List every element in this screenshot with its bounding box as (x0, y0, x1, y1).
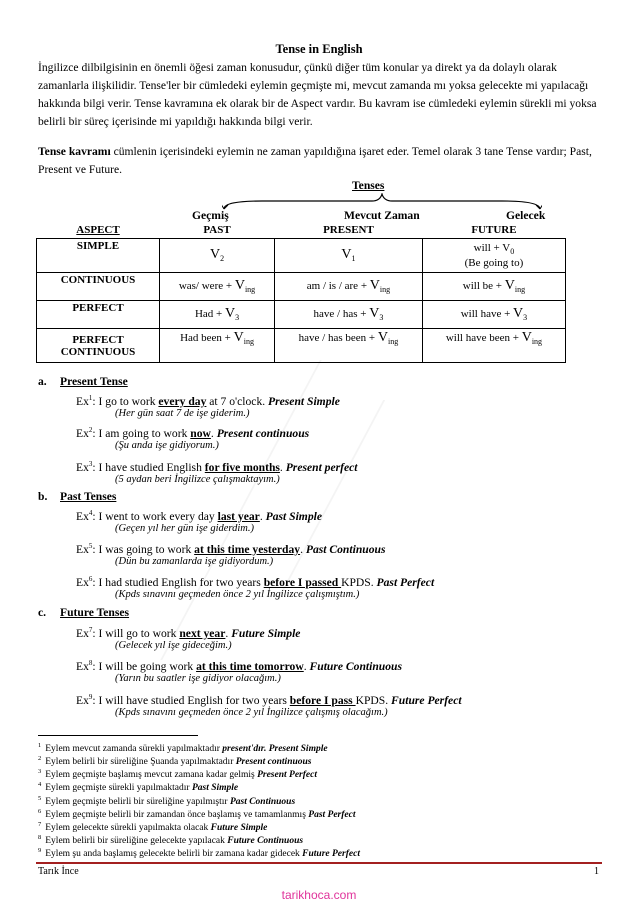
translation-2: (Şu anda işe gidiyorum.) (115, 440, 219, 451)
footnote-2: $^2$ Eylem belirli bir süreliğine Şuanda yapılmaktadır Present continuous (38, 755, 312, 768)
footnote-1: $^1$ Eylem mevcut zamanda sürekli yapılmaktadır present'dır. Present Simple (38, 742, 328, 755)
translation-7: (Gelecek yıl işe gideceğim.) (115, 640, 232, 651)
cell-simple-past: $V_2$ (160, 239, 275, 273)
footnote-separator (38, 735, 198, 736)
cell-simple-future: will + $V_0$ (Be going to) (422, 239, 565, 273)
translation-6: (Kpds sınavını geçmeden önce 2 yıl İngilizce çalışmıştım.) (115, 589, 360, 600)
example-3: Ex$^3$: I have studied English for five months. Present perfect (76, 460, 358, 474)
site-link[interactable]: tarikhoca.com (281, 888, 357, 902)
header-present: PRESENT (275, 222, 423, 239)
section-past: b. Past Tenses (38, 490, 117, 503)
footnote-5: $^5$ Eylem geçmişte belirli bir süreliğine yapılmıştır Past Continuous (38, 795, 296, 808)
footnote-3: $^3$ Eylem geçmişte başlamış mevcut zamana kadar gelmiş Present Perfect (38, 768, 317, 781)
example-8: Ex$^8$: I will be going work at this time tomorrow. Future Continuous (76, 659, 403, 673)
footnote-4: $^4$ Eylem geçmişte sürekli yapılmaktadır Past Simple (38, 781, 239, 794)
example-9: Ex$^9$: I will have studied English for two years before I pass KPDS. Future Perfect (76, 693, 462, 707)
translation-9: (Kpds sınavını geçmeden önce 2 yıl İngilizce çalışmış olacağım.) (115, 707, 388, 718)
example-2: Ex$^2$: I am going to work now. Present continuous (76, 426, 310, 440)
footnote-7: $^7$ Eylem gelecekte sürekli yapılmakta olacak Future Simple (38, 821, 268, 834)
example-5: Ex$^5$: I was going to work at this time yesterday. Past Continuous (76, 542, 386, 556)
past-turkish-label: Geçmiş (192, 209, 229, 222)
cell-perfect-future: will have + $V_3$ (422, 301, 565, 329)
row-label-continuous: CONTINUOUS (37, 273, 160, 301)
footer-author: Tarık İnce (38, 866, 79, 877)
section-present: a. Present Tense (38, 375, 128, 388)
table-header-row (37, 222, 566, 239)
translation-3: (5 aydan beri İngilizce çalışmaktayım.) (115, 474, 280, 485)
cell-perfect-continuous-future: will have been + $V_{ing}$ (422, 329, 565, 363)
footnote-9: $^9$ Eylem şu anda başlamış gelecekte belirli bir zamana kadar gidecek Future Perfect (38, 847, 360, 860)
cell-continuous-past: was/ were + $V_{ing}$ (160, 273, 275, 301)
concept-term: Tense kavramı (38, 145, 111, 158)
table-row-perfect-continuous (37, 329, 566, 363)
cell-perfect-continuous-present: have / has been + $V_{ing}$ (275, 329, 423, 363)
table-row-perfect (37, 301, 566, 329)
cell-perfect-continuous-past: Had been + $V_{ing}$ (160, 329, 275, 363)
translation-8: (Yarın bu saatler işe gidiyor olacağım.) (115, 673, 281, 684)
cell-simple-present: $V_1$ (275, 239, 423, 273)
row-label-perfect-continuous: PERFECT CONTINUOUS (37, 329, 160, 363)
cell-continuous-present: am / is / are + $V_{ing}$ (275, 273, 423, 301)
example-7: Ex$^7$: I will go to work next year. Future Simple (76, 626, 301, 640)
header-future: FUTURE (422, 222, 565, 239)
concept-text: cümlenin içerisindeki eylemin ne zaman yapıldığına işaret eder. Temel olarak 3 tane Tense vardır; Past, Present ve Future. (38, 145, 592, 176)
future-turkish-label: Gelecek (506, 209, 546, 222)
footer-rule (36, 862, 602, 864)
footnote-6: $^6$ Eylem geçmişte belirli bir zamandan önce başlamış ve tamamlanmış Past Perfect (38, 808, 356, 821)
cell-perfect-present: have / has + $V_3$ (275, 301, 423, 329)
example-4: Ex$^4$: I went to work every day last year. Past Simple (76, 509, 322, 523)
header-aspect: ASPECT (37, 222, 160, 239)
tenses-label: Tenses (352, 179, 385, 192)
concept-paragraph (38, 143, 600, 179)
translation-1: (Her gün saat 7 de işe giderim.) (115, 408, 250, 419)
example-6: Ex$^6$: I had studied English for two years before I passed KPDS. Past Perfect (76, 575, 435, 589)
section-future: c. Future Tenses (38, 606, 130, 619)
document-title: Tense in English (275, 42, 363, 56)
row-label-simple: SIMPLE (37, 239, 160, 273)
cell-perfect-past: Had + $V_3$ (160, 301, 275, 329)
intro-paragraph: İngilizce dilbilgisinin en önemli öğesi zaman konusudur, çünkü diğer tüm konular ya direkt ya da dolaylı olarak zamanlarla ilişkilidir. Tense'ler bir cümledeki eylemin geçmişte mi, mevcut zamanda mı yoksa gelecekte mi yapılacağı hakkında bilgi verir. Tense kavramına ek olarak bir de Aspect vardır. Bu kavram ise cümledeki eylemin sürekli mi yoksa belirli bir süreç içerisinde mi yapıldığı hakkında bilgi verir. (38, 61, 597, 128)
present-turkish-label: Mevcut Zaman (344, 209, 420, 222)
table-row-simple (37, 239, 566, 273)
row-label-perfect: PERFECT (37, 301, 160, 329)
table-row-continuous (37, 273, 566, 301)
tense-aspect-table (36, 222, 566, 363)
example-1: Ex$^1$: I go to work every day at 7 o'clock. Present Simple (76, 394, 340, 408)
cell-continuous-future: will be + $V_{ing}$ (422, 273, 565, 301)
footnote-8: $^8$ Eylem belirli bir süreliğine gelecekte yapılacak Future Continuous (38, 834, 304, 847)
header-past: PAST (160, 222, 275, 239)
translation-4: (Geçen yıl her gün işe giderdim.) (115, 523, 254, 534)
translation-5: (Dün bu zamanlarda işe gidiyordum.) (115, 556, 274, 567)
page-number: 1 (594, 866, 599, 877)
